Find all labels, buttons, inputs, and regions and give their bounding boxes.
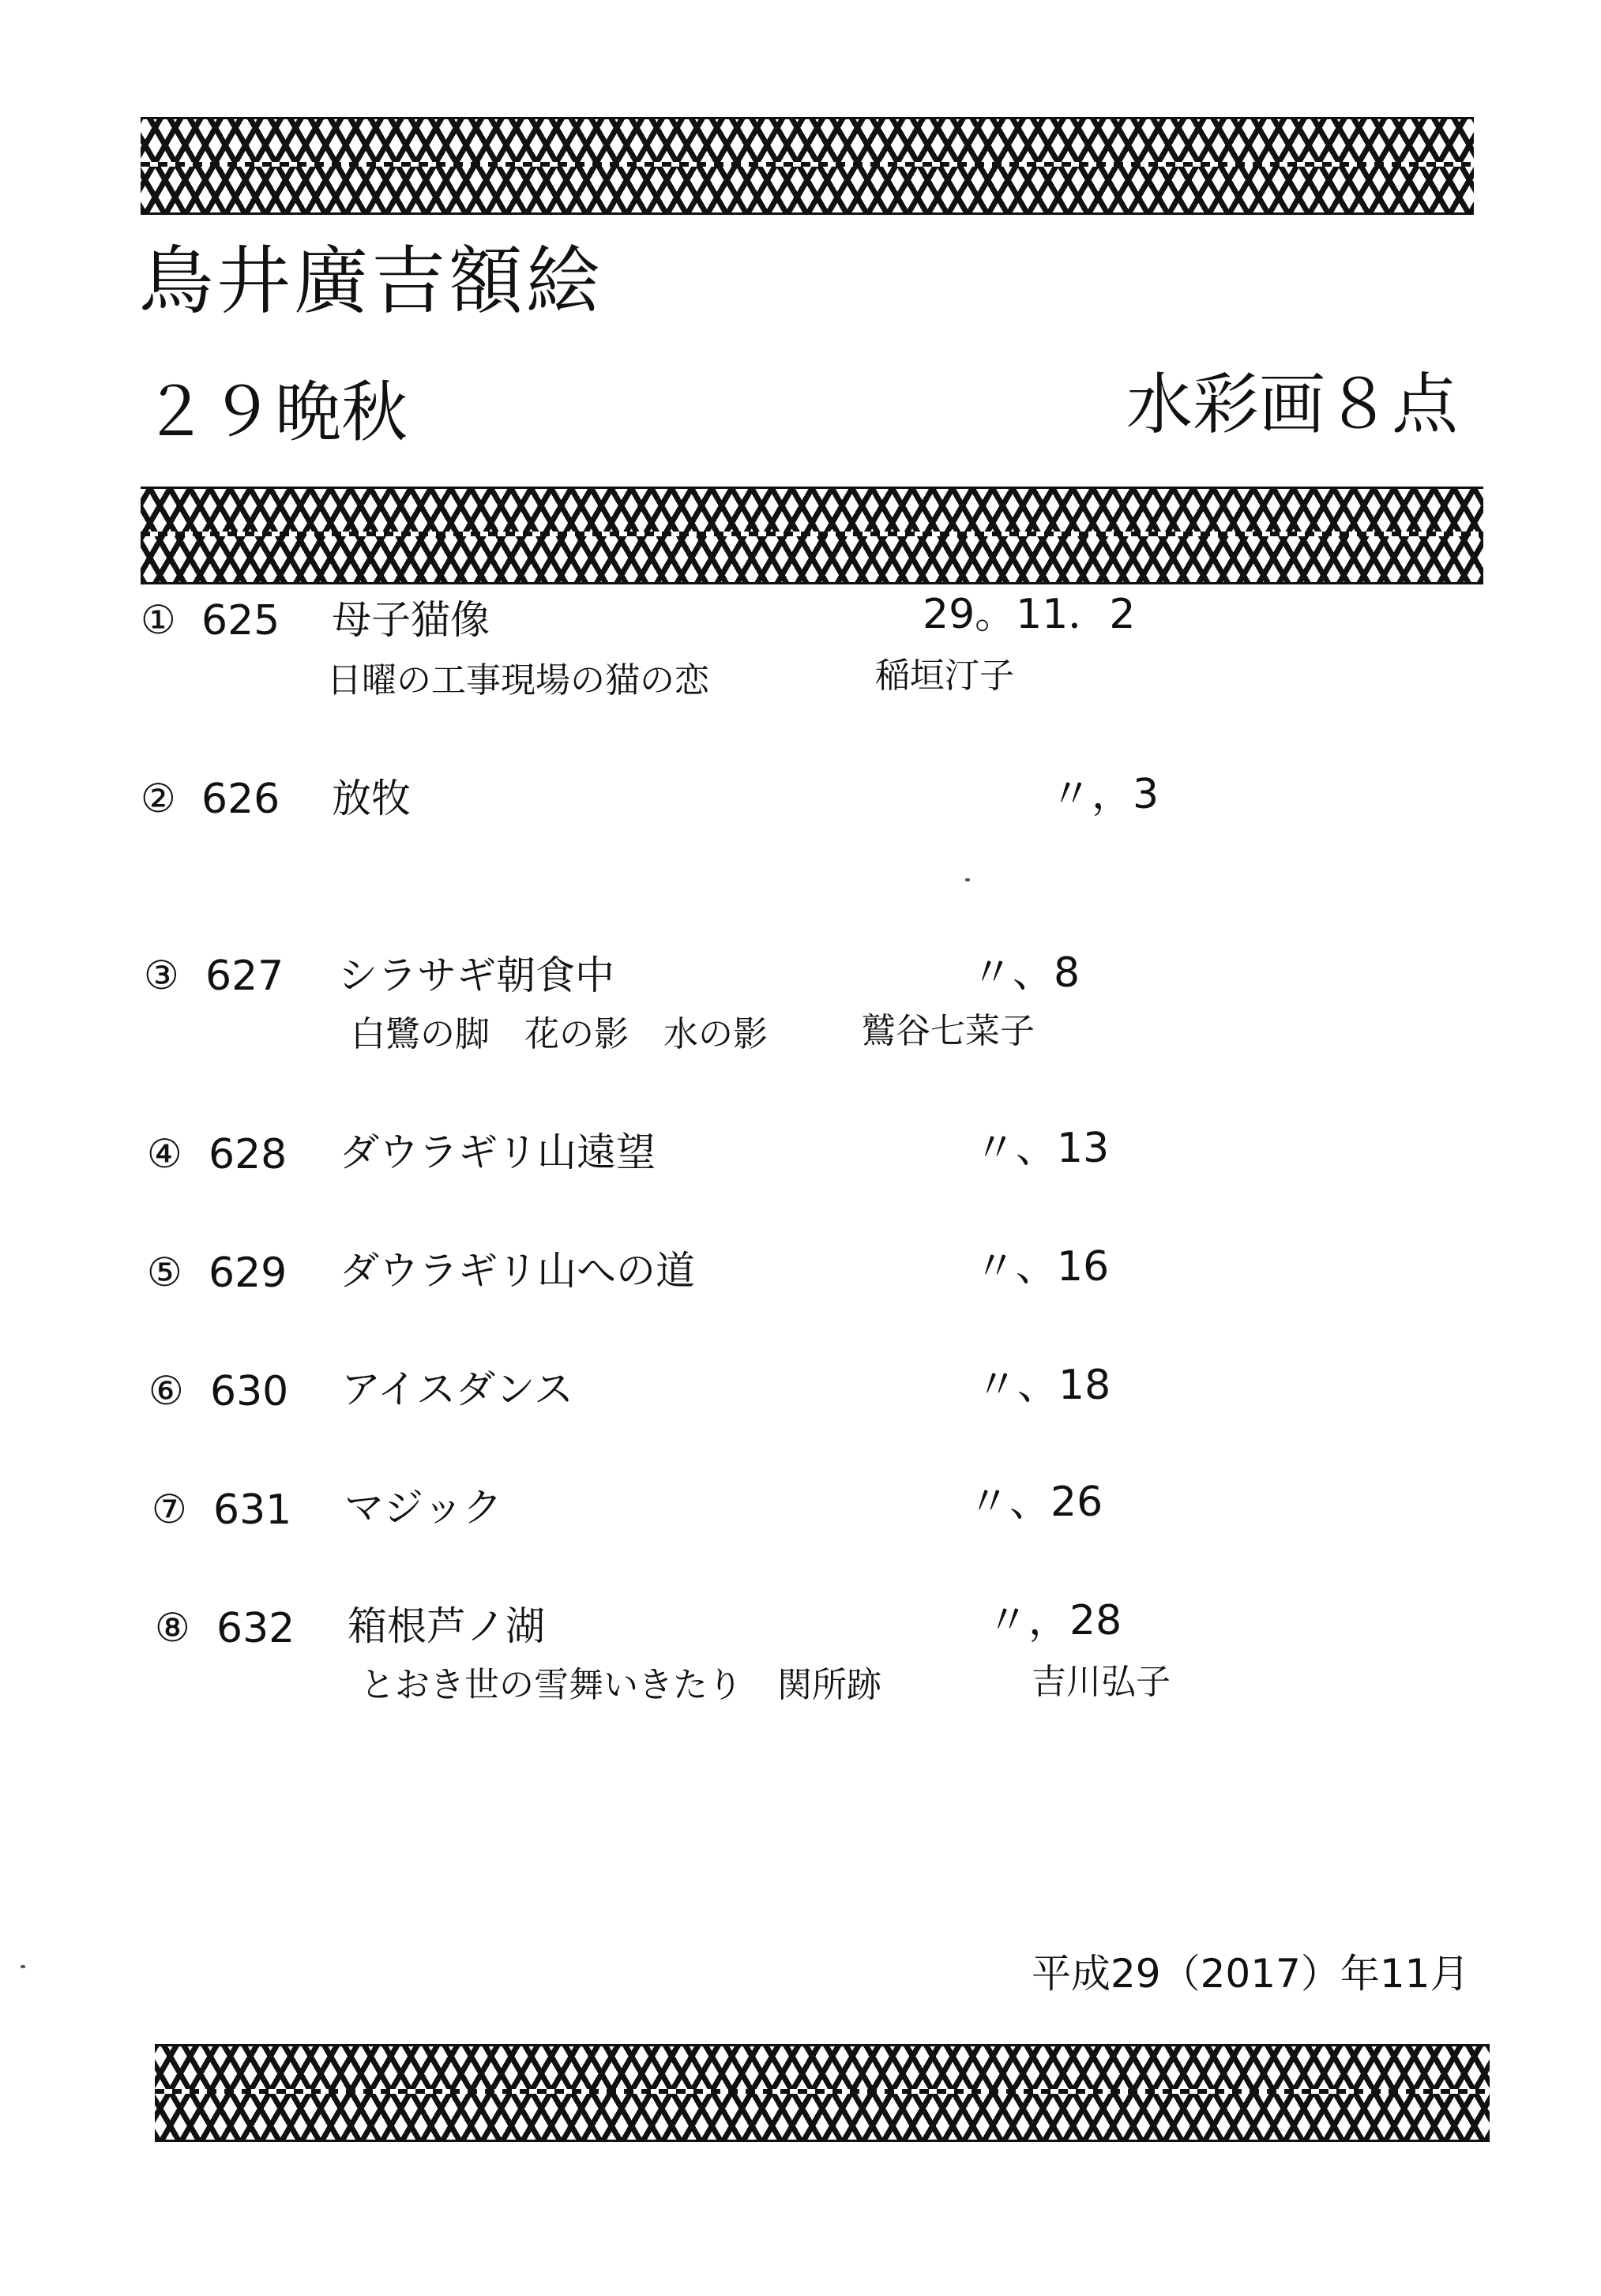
- entry-title: ダウラギリ山遠望: [340, 1129, 656, 1175]
- entry-haiku-author: 稲垣汀子: [875, 656, 1014, 696]
- entry-date: 〃、26: [968, 1479, 1103, 1526]
- entry-number: ③: [144, 953, 179, 998]
- entry-haiku: 白鷺の脚 花の影 水の影: [351, 1014, 768, 1054]
- entry-number: ①: [141, 597, 176, 643]
- entry-number: ⑦: [152, 1486, 187, 1532]
- entry-id: 632: [216, 1605, 295, 1652]
- entry-id: 628: [209, 1131, 288, 1178]
- entry-haiku: とおき世の雪舞いきたり 関所跡: [360, 1665, 881, 1705]
- entry-id: 629: [209, 1249, 288, 1297]
- scan-speck: [965, 878, 970, 881]
- entry-title: 放牧: [332, 776, 411, 821]
- entry-haiku: 日曜の工事現場の猫の恋: [327, 660, 709, 701]
- entry-title: ダウラギリ山への道: [340, 1248, 695, 1294]
- decorative-band-bottom: [155, 2044, 1490, 2142]
- entry-id: 630: [210, 1368, 289, 1415]
- entry-date: 〃，28: [987, 1597, 1122, 1644]
- entry-id: 625: [201, 597, 280, 644]
- entry-date: 〃、18: [976, 1362, 1111, 1409]
- entry-date: 〃、16: [975, 1243, 1110, 1291]
- entry-id: 626: [201, 776, 280, 823]
- scan-speck: [21, 1965, 25, 1968]
- entry-id: 631: [213, 1486, 292, 1534]
- entry-title: 母子猫像: [332, 597, 490, 643]
- entry-number: ④: [147, 1131, 182, 1177]
- decorative-band-middle: [141, 487, 1483, 584]
- entry-date: 〃、8: [971, 949, 1080, 997]
- entry-number: ⑧: [155, 1605, 190, 1651]
- entry-number: ②: [141, 776, 176, 821]
- entry-haiku-author: 吉川弘子: [1032, 1662, 1171, 1702]
- entry-date: 29。11．2: [923, 591, 1136, 638]
- collection-summary: 水彩画８点: [1126, 366, 1459, 443]
- entry-title: 箱根芦ノ湖: [348, 1603, 545, 1649]
- document-title: 鳥井廣吉額絵: [139, 239, 604, 325]
- entry-title: シラサギ朝食中: [338, 953, 614, 998]
- decorative-band-top: [141, 117, 1474, 215]
- entry-number: ⑤: [147, 1249, 182, 1295]
- entry-date: 〃，3: [1050, 771, 1159, 818]
- entry-haiku-author: 鷲谷七菜子: [861, 1011, 1035, 1051]
- entry-date: 〃、13: [975, 1125, 1110, 1172]
- entry-title: マジック: [344, 1485, 502, 1531]
- entry-id: 627: [205, 953, 284, 1000]
- document-date: 平成29（2017）年11月: [1032, 1951, 1470, 1997]
- entry-number: ⑥: [148, 1368, 184, 1414]
- season-label: ２９晩秋: [142, 374, 408, 451]
- entry-title: アイスダンス: [341, 1366, 573, 1412]
